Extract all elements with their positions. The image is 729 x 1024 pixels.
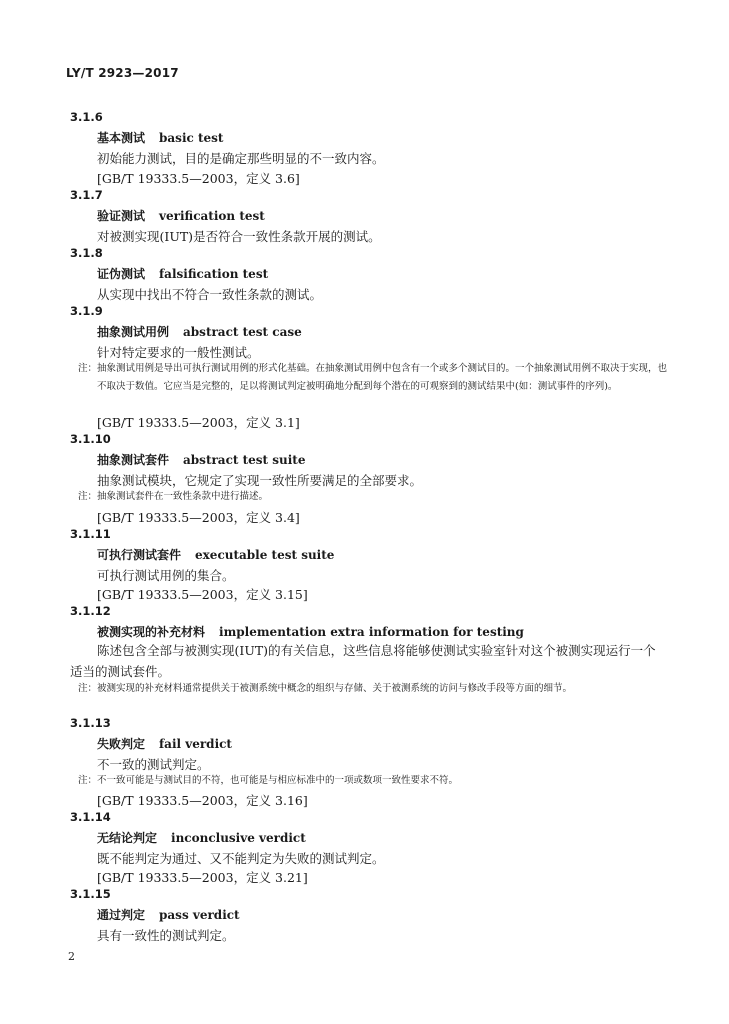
term-definition: 具有一致性的测试判定。 bbox=[97, 928, 235, 943]
term-heading bbox=[97, 265, 268, 282]
term-cn: 基本测试 bbox=[97, 131, 146, 145]
term-source: [GB/T 19333.5—2003，定义 3.4] bbox=[97, 510, 300, 525]
term-source: [GB/T 19333.5—2003，定义 3.1] bbox=[97, 415, 300, 430]
term-heading bbox=[97, 623, 524, 640]
term-heading bbox=[97, 207, 265, 224]
term-source: [GB/T 19333.5—2003，定义 3.6] bbox=[97, 171, 300, 186]
term-cn: 无结论判定 bbox=[97, 831, 158, 845]
term-heading bbox=[97, 451, 305, 468]
term-source: [GB/T 19333.5—2003，定义 3.16] bbox=[97, 793, 308, 808]
term-en: fail verdict bbox=[159, 737, 232, 751]
term-en: falsification test bbox=[159, 267, 269, 281]
term-cn: 通过判定 bbox=[97, 908, 146, 922]
term-cn: 证伪测试 bbox=[97, 267, 146, 281]
clause-number: 3.1.13 bbox=[70, 716, 111, 730]
term-cn: 可执行测试套件 bbox=[97, 548, 182, 562]
term-cn: 验证测试 bbox=[97, 209, 146, 223]
term-source: [GB/T 19333.5—2003，定义 3.15] bbox=[97, 587, 308, 602]
term-en: abstract test case bbox=[183, 325, 302, 339]
clause-number: 3.1.6 bbox=[70, 110, 103, 124]
term-en: pass verdict bbox=[159, 908, 240, 922]
term-definition: 可执行测试用例的集合。 bbox=[97, 568, 235, 583]
term-cn: 抽象测试套件 bbox=[97, 453, 170, 467]
clause-number: 3.1.9 bbox=[70, 304, 103, 318]
term-definition: 初始能力测试，目的是确定那些明显的不一致内容。 bbox=[97, 151, 385, 166]
term-heading bbox=[97, 906, 240, 923]
term-en: abstract test suite bbox=[183, 453, 306, 467]
term-cn: 失败判定 bbox=[97, 737, 146, 751]
term-note: 注：抽象测试用例是导出可执行测试用例的形式化基础。在抽象测试用例中包含有一个或多个测试目的。一个抽象测试用例不取决于实现，也不取决于数值。它应当是完整的，足以将测试判定被明确地分配到每个潜在的可观察到的测试结果中(如：测试事件的序列)。 bbox=[78, 363, 668, 392]
term-definition: 不一致的测试判定。 bbox=[97, 757, 210, 772]
term-definition: 从实现中找出不符合一致性条款的测试。 bbox=[97, 287, 323, 302]
term-definition: 陈述包含全部与被测实现(IUT)的有关信息，这些信息将能够使测试实验室针对这个被测实现运行一个适当的测试套件。 bbox=[70, 643, 656, 679]
term-cn: 被测实现的补充材料 bbox=[97, 625, 206, 639]
term-note: 注：不一致可能是与测试目的不符，也可能是与相应标准中的一项或数项一致性要求不符。 bbox=[78, 775, 459, 786]
term-source: [GB/T 19333.5—2003，定义 3.21] bbox=[97, 870, 308, 885]
term-heading bbox=[97, 829, 306, 846]
term-definition: 对被测实现(IUT)是否符合一致性条款开展的测试。 bbox=[97, 229, 381, 244]
term-cn: 抽象测试用例 bbox=[97, 325, 170, 339]
term-en: executable test suite bbox=[195, 548, 335, 562]
term-en: basic test bbox=[159, 131, 224, 145]
clause-number: 3.1.11 bbox=[70, 527, 111, 541]
clause-number: 3.1.15 bbox=[70, 887, 111, 901]
term-en: verification test bbox=[159, 209, 265, 223]
standard-code: LY/T 2923—2017 bbox=[66, 66, 179, 80]
page-number: 2 bbox=[68, 950, 75, 963]
term-en: inconclusive verdict bbox=[171, 831, 306, 845]
term-heading bbox=[97, 129, 223, 146]
clause-number: 3.1.12 bbox=[70, 604, 111, 618]
clause-number: 3.1.7 bbox=[70, 188, 103, 202]
term-note: 注：被测实现的补充材料通常提供关于被测系统中概念的组织与存储、关于被测系统的访问与修改手段等方面的细节。 bbox=[78, 683, 573, 694]
term-definition: 针对特定要求的一般性测试。 bbox=[97, 345, 260, 360]
term-definition: 既不能判定为通过、又不能判定为失败的测试判定。 bbox=[97, 851, 385, 866]
term-note: 注：抽象测试套件在一致性条款中进行描述。 bbox=[78, 491, 269, 502]
term-definition: 抽象测试模块，它规定了实现一致性所要满足的全部要求。 bbox=[97, 473, 423, 488]
term-en: implementation extra information for testing bbox=[219, 625, 524, 639]
clause-number: 3.1.8 bbox=[70, 246, 103, 260]
term-heading bbox=[97, 735, 232, 752]
term-heading bbox=[97, 546, 334, 563]
clause-number: 3.1.14 bbox=[70, 810, 111, 824]
term-heading bbox=[97, 323, 302, 340]
clause-number: 3.1.10 bbox=[70, 432, 111, 446]
